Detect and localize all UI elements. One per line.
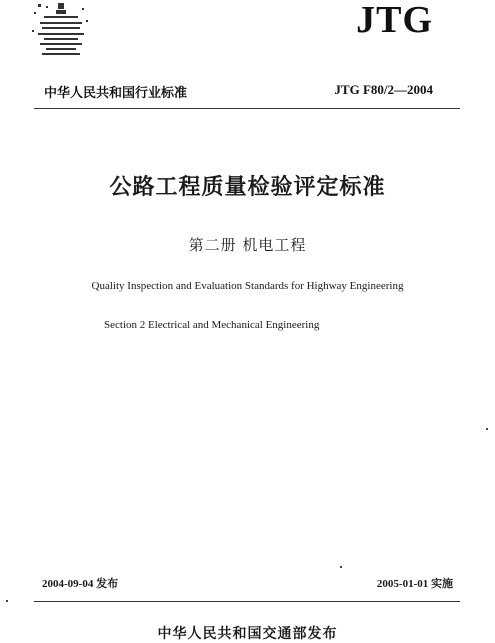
publisher: 中华人民共和国交通部发布 <box>157 626 338 642</box>
section-title-en: Section 2 Electrical and Mechanical Engineering <box>104 319 320 331</box>
implementation-date-value: 2005-01-01 <box>376 578 429 590</box>
implementation-date <box>377 575 453 591</box>
issue-date <box>42 575 118 591</box>
footer-divider <box>34 601 460 602</box>
header-divider <box>34 108 460 109</box>
scan-speck <box>486 428 488 430</box>
scan-speck <box>340 566 342 568</box>
scan-speck <box>6 600 8 602</box>
industry-standard-label: 中华人民共和国行业标准 <box>44 86 188 101</box>
standard-emblem-icon <box>30 2 92 60</box>
issue-date-value: 2004-09-04 <box>42 578 94 590</box>
jtg-code-mark: JTG <box>356 0 433 41</box>
issue-date-label: 发布 <box>96 577 119 590</box>
standard-number: JTG F80/2—2004 <box>334 82 433 97</box>
page-title-cn: 公路工程质量检验评定标准 <box>109 175 386 200</box>
implementation-date-label: 实施 <box>431 577 453 590</box>
page-title-en: Quality Inspection and Evaluation Standards for Highway Engineering <box>91 280 404 292</box>
section-title-cn: 第二册 机电工程 <box>188 236 307 254</box>
